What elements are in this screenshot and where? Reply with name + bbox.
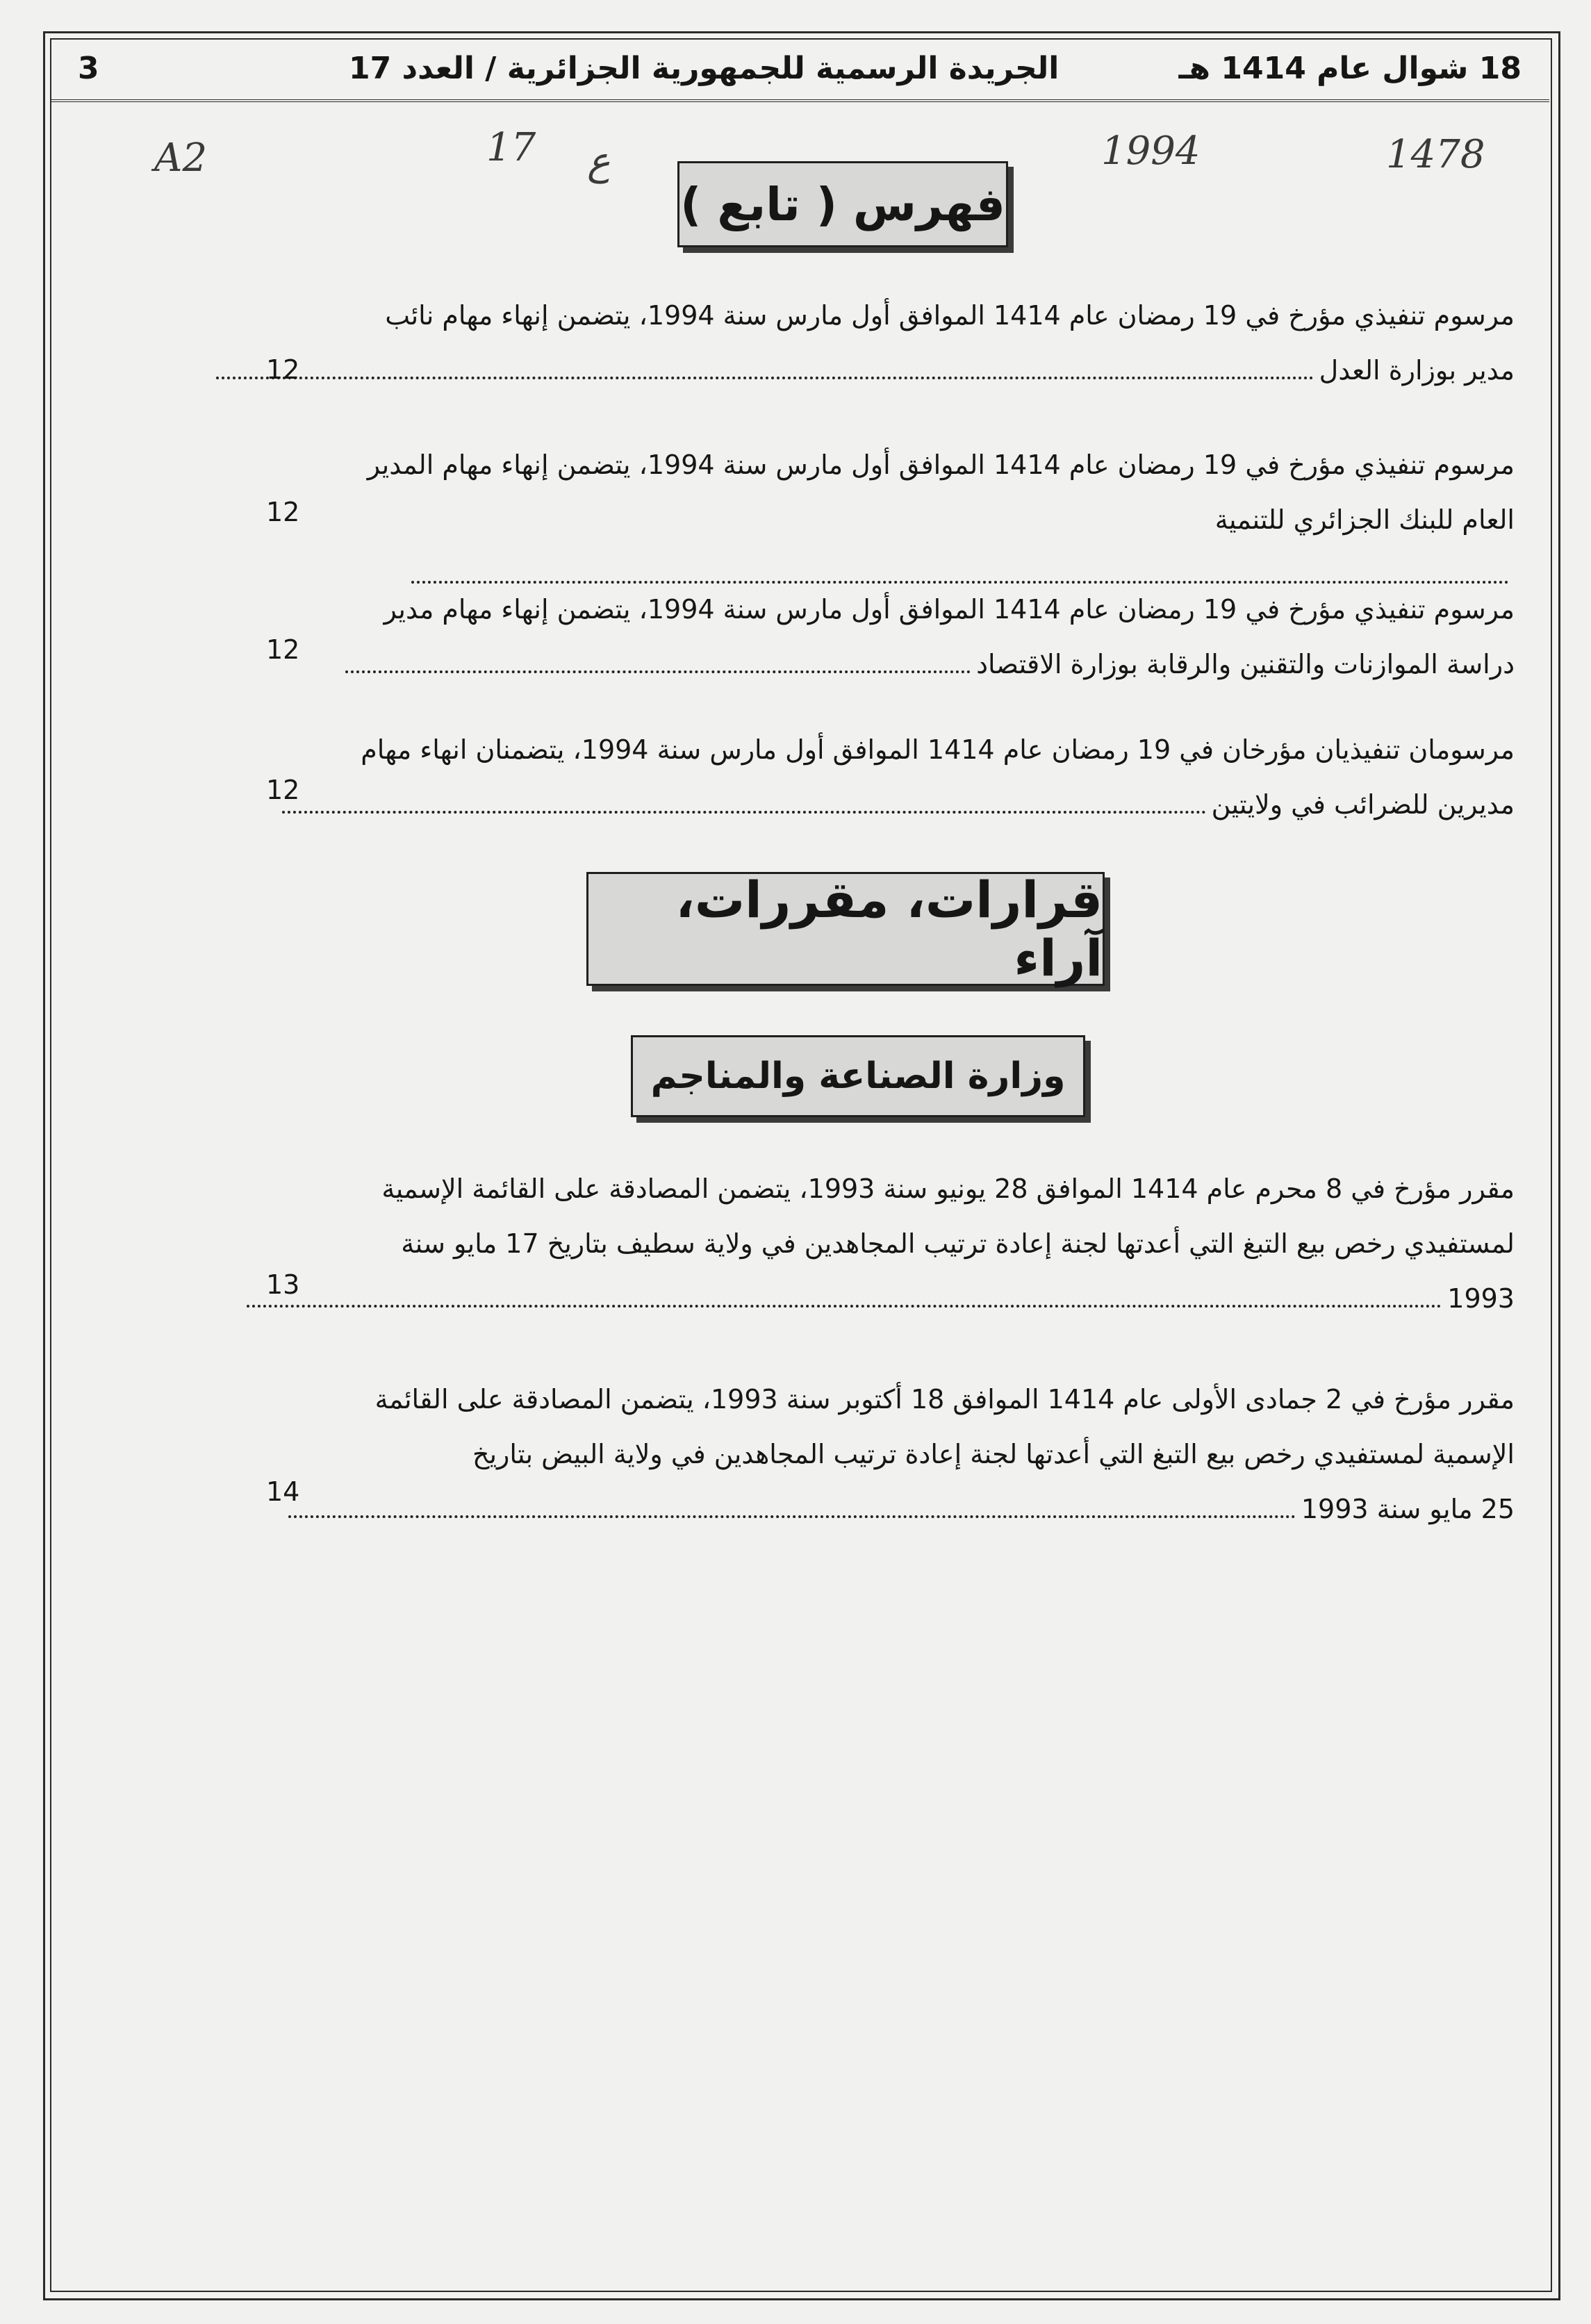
- toc-entry: [177, 582, 1515, 692]
- entry-text: مقرر مؤرخ في 2 جمادى الأولى عام 1414 الموافق 18 أكتوبر سنة 1993، يتضمن المصادقة على القائمة الإسمية لمستفيدي رخص بيع التبغ التي أعدتها لجنة إعادة ترتيب المجاهدين في ولاية البيض بتاريخ 25 مايو سنة 1993: [177, 1372, 1515, 1537]
- issue-date: 18 شوال عام 1414 هـ: [1178, 51, 1522, 86]
- toc-entry: [177, 1372, 1515, 1537]
- page-number: 3: [78, 51, 99, 86]
- entry-page-number: 12: [266, 497, 300, 527]
- handwritten-note-d: 1994: [1101, 129, 1201, 174]
- toc-heading: فهرس ( تابع ): [677, 161, 1008, 247]
- toc-entry: [177, 288, 1515, 398]
- entry-page-number: 12: [266, 354, 300, 385]
- entry-text: مرسوم تنفيذي مؤرخ في 19 رمضان عام 1414 الموافق أول مارس سنة 1994، يتضمن إنهاء مهام نائب مدير بوزارة العدل: [177, 288, 1515, 398]
- toc-entry: [177, 1162, 1515, 1326]
- entry-text: مقرر مؤرخ في 8 محرم عام 1414 الموافق 28 يونيو سنة 1993، يتضمن المصادقة على القائمة الإسمية لمستفيدي رخص بيع التبغ التي أعدتها لجنة إعادة ترتيب المجاهدين في ولاية سطيف بتاريخ 17 مايو سنة 1993: [177, 1162, 1515, 1326]
- handwritten-note-c: ع: [587, 139, 611, 184]
- toc-entry: [177, 438, 1515, 602]
- toc-entry: [177, 723, 1515, 832]
- entry-page-number: 12: [266, 775, 300, 805]
- decisions-heading: قرارات، مقررات، آراء: [586, 872, 1105, 986]
- page-header: [50, 38, 1549, 102]
- entry-page-number: 12: [266, 634, 300, 665]
- entry-text: مرسومان تنفيذيان مؤرخان في 19 رمضان عام 1414 الموافق أول مارس سنة 1994، يتضمنان انهاء مهام مديرين للضرائب في ولايتين: [177, 723, 1515, 832]
- entry-text: مرسوم تنفيذي مؤرخ في 19 رمضان عام 1414 الموافق أول مارس سنة 1994، يتضمن إنهاء مهام المدير العام للبنك الجزائري للتنمية: [177, 438, 1515, 602]
- handwritten-note-b: 17: [486, 125, 536, 170]
- entry-page-number: 14: [266, 1476, 300, 1507]
- handwritten-note-e: 1478: [1386, 132, 1485, 177]
- handwritten-note-a: A2: [154, 135, 208, 181]
- ministry-heading: وزارة الصناعة والمناجم: [631, 1035, 1085, 1117]
- entry-text: مرسوم تنفيذي مؤرخ في 19 رمضان عام 1414 الموافق أول مارس سنة 1994، يتضمن إنهاء مهام مدير دراسة الموازنات والتقنين والرقابة بوزارة الاقتصاد: [177, 582, 1515, 692]
- gazette-title: الجريدة الرسمية للجمهورية الجزائرية / العدد 17: [349, 51, 1060, 86]
- entry-page-number: 13: [266, 1269, 300, 1300]
